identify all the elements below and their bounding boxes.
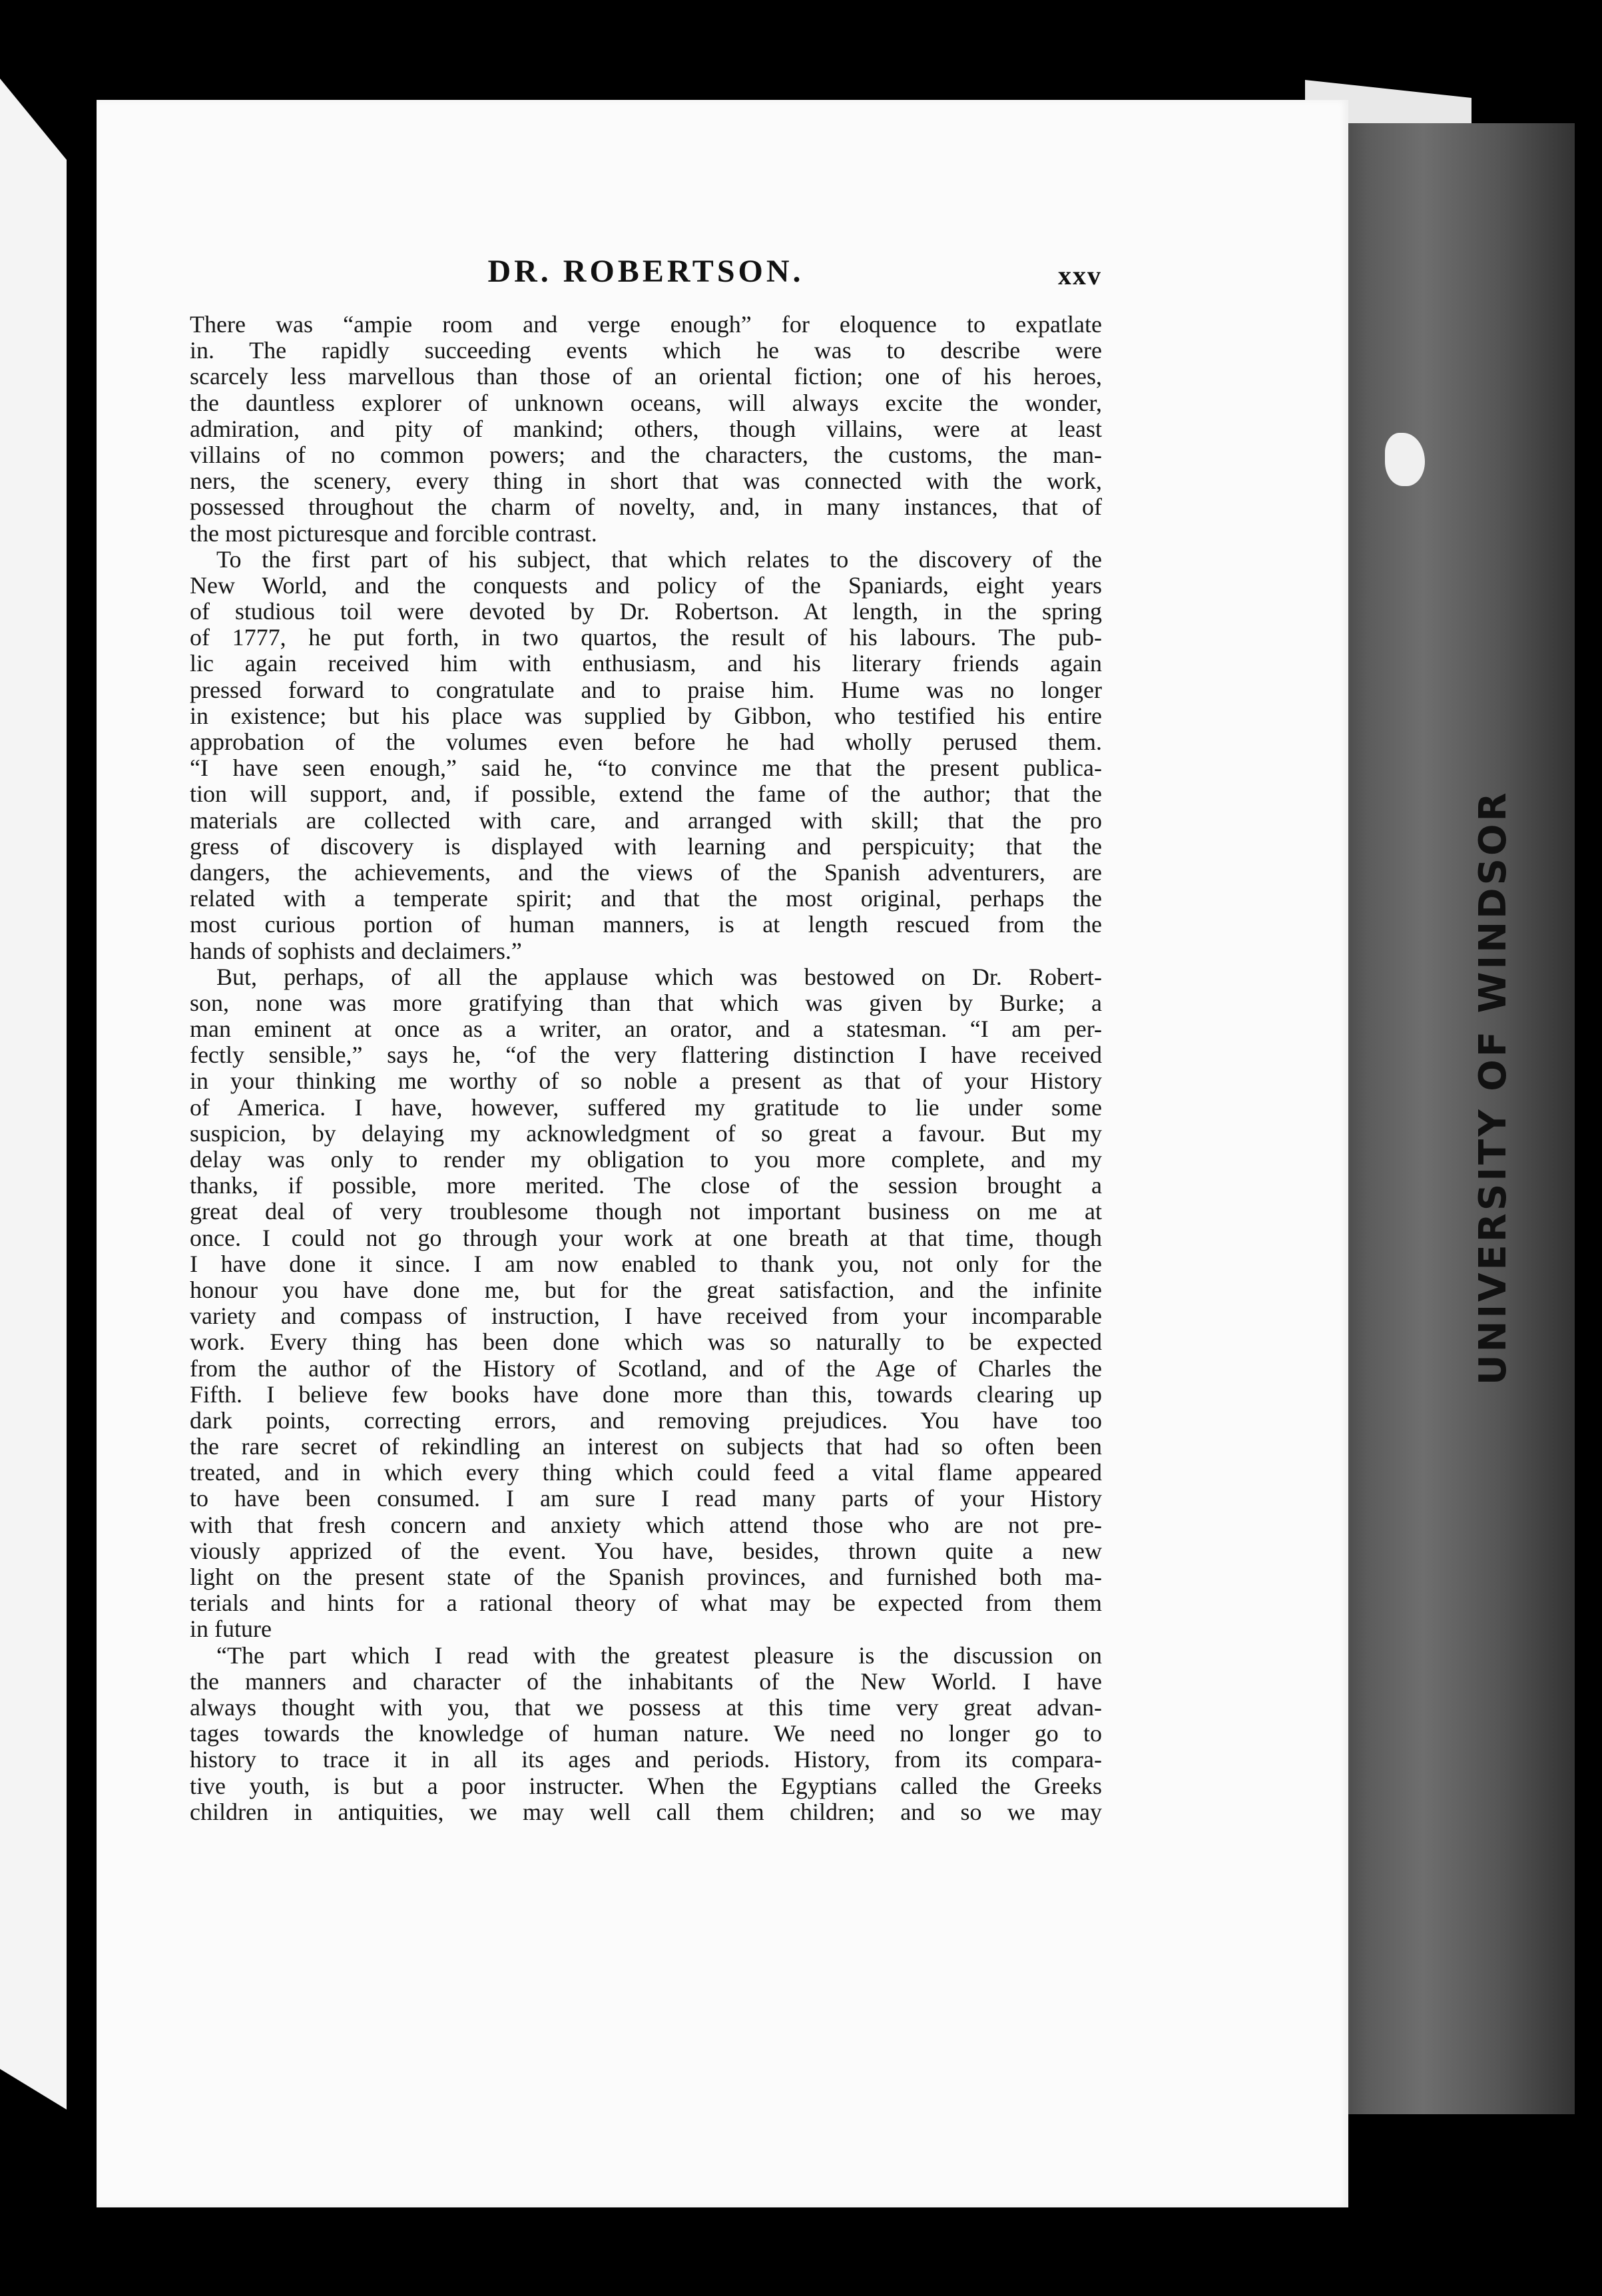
text-line: suspicion, by delaying my acknowledgment of so great a favour. But my — [190, 1119, 1102, 1147]
text-line: thanks, if possible, more merited. The close of the session brought a — [190, 1172, 1102, 1199]
text-line: viously apprized of the event. You have, besides, thrown quite a new — [190, 1537, 1102, 1564]
text-line: tages towards the knowledge of human nature. We need no longer go to — [190, 1720, 1102, 1747]
text-line: to have been consumed. I am sure I read many parts of your History — [190, 1485, 1102, 1512]
text-line: light on the present state of the Spanish provinces, and furnished both ma- — [190, 1564, 1102, 1590]
text-line: most curious portion of human manners, is at length rescued from the — [190, 911, 1102, 938]
page-number: xxv — [1058, 260, 1102, 290]
text-line: related with a temperate spirit; and that the most original, perhaps the — [190, 885, 1102, 912]
library-stamp-text: UNIVERSITY OF WINDSOR — [1471, 790, 1515, 1385]
text-line: son, none was more gratifying than that which was given by Burke; a — [190, 989, 1102, 1016]
text-line: approbation of the volumes even before he had wholly perused them. — [190, 728, 1102, 755]
text-line: Fifth. I believe few books have done more than this, towards clearing up — [190, 1380, 1102, 1408]
text-line: of America. I have, however, suffered my gratitude to lie under some — [190, 1093, 1102, 1121]
text-line: materials are collected with care, and arranged with skill; that the pro — [190, 806, 1102, 834]
text-line: children in antiquities, we may well call them children; and so we may — [190, 1798, 1102, 1825]
text-line: dangers, the achievements, and the views of the Spanish adventurers, are — [190, 858, 1102, 886]
text-line: once. I could not go through your work at one breath at that time, though — [190, 1224, 1102, 1251]
text-line: I have done it since. I am now enabled to thank you, not only for the — [190, 1250, 1102, 1277]
text-line: New World, and the conquests and policy of the Spaniards, eight years — [190, 571, 1102, 599]
text-line: with that fresh concern and anxiety which attend those who are not pre- — [190, 1511, 1102, 1538]
library-stamp-strip — [1322, 123, 1575, 2114]
text-line: villains of no common powers; and the characters, the customs, the man- — [190, 441, 1102, 468]
text-line: the rare secret of rekindling an interest on subjects that had so often been — [190, 1433, 1102, 1460]
text-line: But, perhaps, of all the applause which was bestowed on Dr. Robert- — [216, 963, 1102, 990]
text-line: from the author of the History of Scotland, and of the Age of Charles the — [190, 1354, 1102, 1382]
body-text — [190, 312, 1102, 1825]
text-line: of 1777, he put forth, in two quartos, the result of his labours. The pub- — [190, 624, 1102, 651]
text-line: treated, and in which every thing which could feed a vital flame appeared — [190, 1459, 1102, 1486]
text-line: of studious toil were devoted by Dr. Robertson. At length, in the spring — [190, 598, 1102, 625]
text-line: in. The rapidly succeeding events which he was to describe were — [190, 337, 1102, 364]
text-line: possessed throughout the charm of novelty, and, in many instances, that of — [190, 493, 1102, 521]
text-line: “The part which I read with the greatest pleasure is the discussion on — [216, 1641, 1102, 1669]
text-line: man eminent at once as a writer, an orator, and a statesman. “I am per- — [190, 1015, 1102, 1043]
text-line: gress of discovery is displayed with learning and perspicuity; that the — [190, 832, 1102, 860]
text-line: tion will support, and, if possible, extend the fame of the author; that the — [190, 780, 1102, 808]
text-line: in existence; but his place was supplied by Gibbon, who testified his entire — [190, 702, 1102, 729]
text-line: variety and compass of instruction, I have received from your incomparable — [190, 1302, 1102, 1330]
text-line: great deal of very troublesome though not important business on me at — [190, 1198, 1102, 1225]
text-line: There was “ampie room and verge enough” for eloquence to expatlate — [190, 311, 1102, 338]
text-line: hands of sophists and declaimers.” — [190, 937, 522, 964]
text-line: the most picturesque and forcible contrast. — [190, 519, 597, 547]
text-line: pressed forward to congratulate and to praise him. Hume was no longer — [190, 676, 1102, 703]
text-line: honour you have done me, but for the great satisfaction, and the infinite — [190, 1276, 1102, 1303]
running-head: DR. ROBERTSON. — [487, 254, 804, 289]
page-header — [190, 253, 1102, 300]
text-line: in future — [190, 1615, 272, 1643]
text-line: ners, the scenery, every thing in short that was connected with the work, — [190, 467, 1102, 495]
text-line: the manners and character of the inhabitants of the New World. I have — [190, 1667, 1102, 1695]
text-line: the dauntless explorer of unknown oceans, will always excite the wonder, — [190, 389, 1102, 416]
text-line: tive youth, is but a poor instructer. When the Egyptians called the Greeks — [190, 1772, 1102, 1799]
text-line: “I have seen enough,” said he, “to convince me that the present publica- — [190, 754, 1102, 782]
left-page-edge — [0, 79, 67, 2110]
text-line: admiration, and pity of mankind; others, though villains, were at least — [190, 415, 1102, 442]
text-line: lic again received him with enthusiasm, and his literary friends again — [190, 650, 1102, 677]
text-line: dark points, correcting errors, and removing prejudices. You have too — [190, 1406, 1102, 1434]
text-line: always thought with you, that we possess at this time very great advan- — [190, 1693, 1102, 1721]
text-line: delay was only to render my obligation to you more complete, and my — [190, 1146, 1102, 1173]
text-line: in your thinking me worthy of so noble a present as that of your History — [190, 1067, 1102, 1095]
text-line: terials and hints for a rational theory of what may be expected from them — [190, 1589, 1102, 1617]
text-line: To the first part of his subject, that which relates to the discovery of the — [216, 545, 1102, 573]
text-line: history to trace it in all its ages and periods. History, from its compara- — [190, 1746, 1102, 1773]
text-line: scarcely less marvellous than those of an oriental fiction; one of his heroes, — [190, 363, 1102, 390]
text-line: fectly sensible,” says he, “of the very flattering distinction I have received — [190, 1041, 1102, 1069]
text-line: work. Every thing has been done which was so naturally to be expected — [190, 1328, 1102, 1356]
